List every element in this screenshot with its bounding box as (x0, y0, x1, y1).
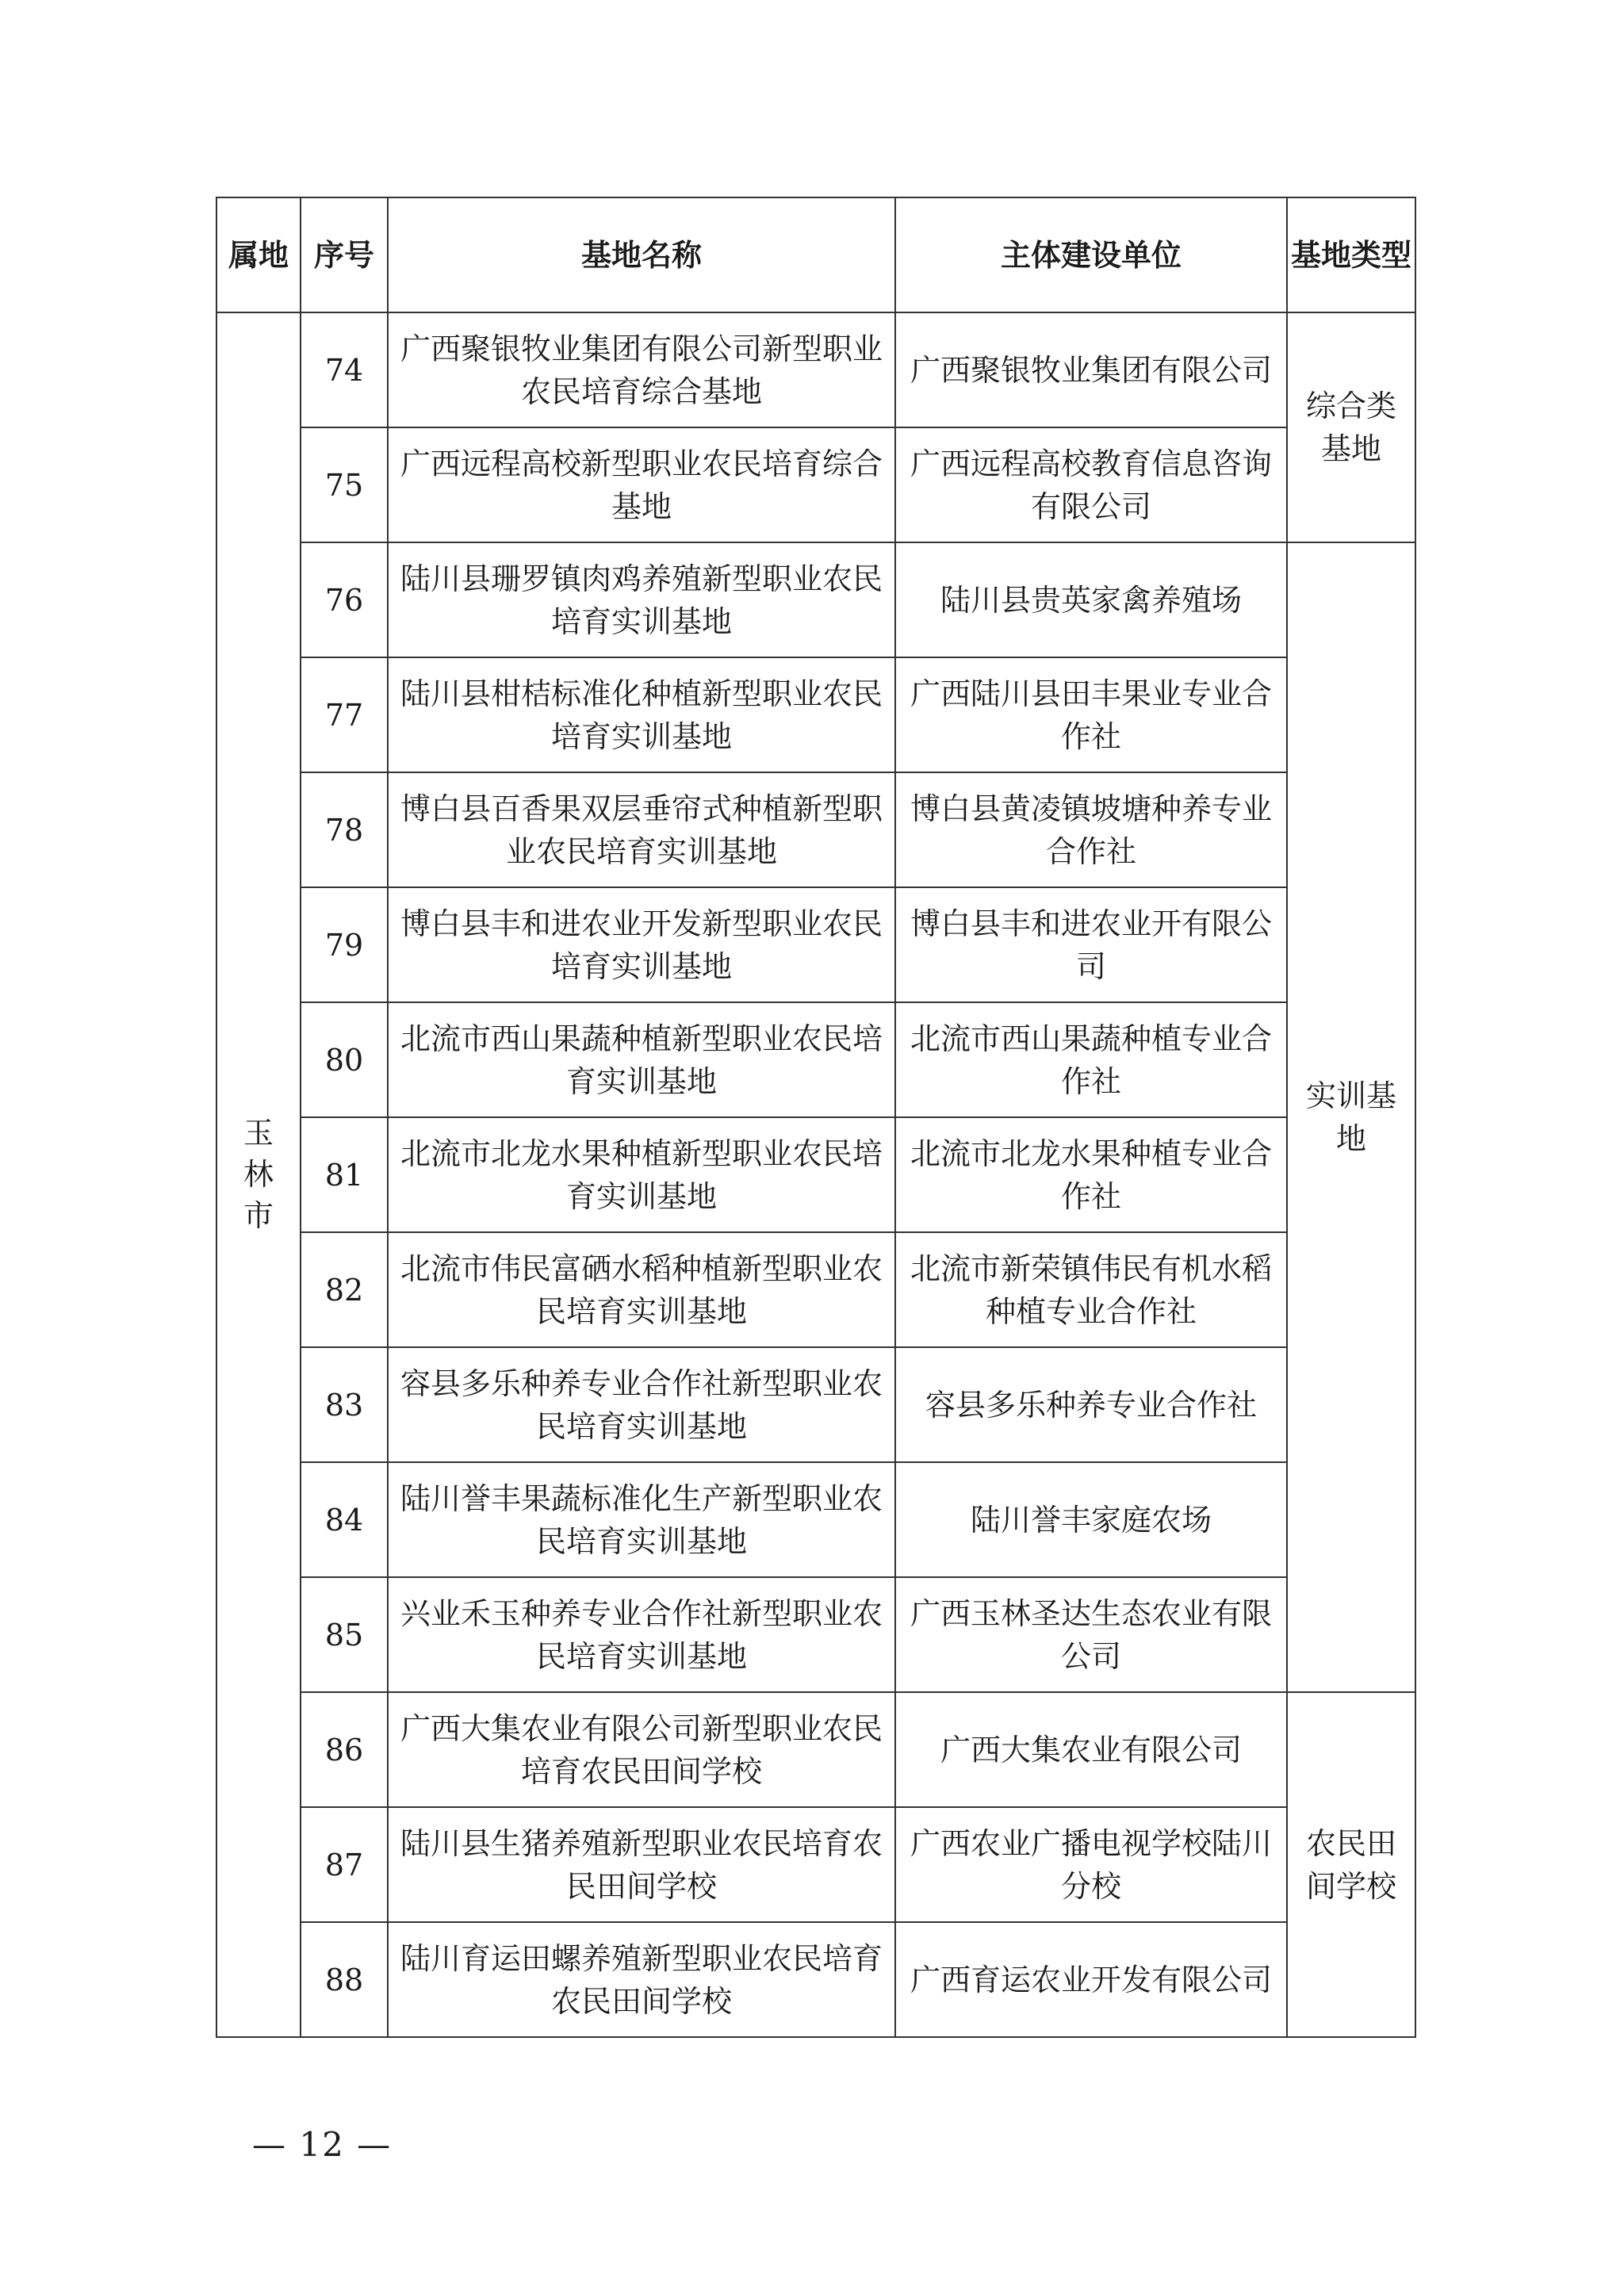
unit-cell: 博白县黄凌镇坡塘种养专业合作社 (895, 772, 1287, 887)
unit-cell: 广西育运农业开发有限公司 (895, 1922, 1287, 2037)
seq-cell: 88 (301, 1922, 388, 2037)
table-row (216, 1232, 1415, 1347)
unit-cell: 容县多乐种养专业合作社 (895, 1347, 1287, 1462)
base-name-cell: 博白县百香果双层垂帘式种植新型职业农民培育实训基地 (388, 772, 895, 887)
base-name-cell: 陆川县柑桔标准化种植新型职业农民培育实训基地 (388, 657, 895, 772)
seq-cell: 86 (301, 1692, 388, 1807)
unit-cell: 陆川县贵英家禽养殖场 (895, 542, 1287, 657)
base-name-cell: 广西远程高校新型职业农民培育综合基地 (388, 427, 895, 542)
base-name-cell: 广西聚银牧业集团有限公司新型职业农民培育综合基地 (388, 312, 895, 427)
base-type-cell: 实训基地 (1287, 542, 1415, 1692)
table-row (216, 1117, 1415, 1232)
table-row (216, 427, 1415, 542)
base-name-cell: 北流市北龙水果种植新型职业农民培育实训基地 (388, 1117, 895, 1232)
table-row (216, 1692, 1415, 1807)
seq-cell: 81 (301, 1117, 388, 1232)
base-name-cell: 陆川誉丰果蔬标准化生产新型职业农民培育实训基地 (388, 1462, 895, 1577)
seq-cell: 80 (301, 1002, 388, 1117)
table-row (216, 1462, 1415, 1577)
header-region: 属地 (216, 197, 301, 312)
unit-cell: 陆川誉丰家庭农场 (895, 1462, 1287, 1577)
unit-cell: 博白县丰和进农业开有限公司 (895, 887, 1287, 1002)
table-row (216, 657, 1415, 772)
seq-cell: 87 (301, 1807, 388, 1922)
base-name-cell: 北流市伟民富硒水稻种植新型职业农民培育实训基地 (388, 1232, 895, 1347)
header-name: 基地名称 (388, 197, 895, 312)
base-name-cell: 陆川县生猪养殖新型职业农民培育农民田间学校 (388, 1807, 895, 1922)
page-number: — 12 — (252, 2125, 393, 2164)
unit-cell: 广西聚银牧业集团有限公司 (895, 312, 1287, 427)
header-seq: 序号 (301, 197, 388, 312)
seq-cell: 76 (301, 542, 388, 657)
table-row (216, 312, 1415, 427)
header-unit: 主体建设单位 (895, 197, 1287, 312)
seq-cell: 78 (301, 772, 388, 887)
unit-cell: 广西农业广播电视学校陆川分校 (895, 1807, 1287, 1922)
unit-cell: 北流市西山果蔬种植专业合作社 (895, 1002, 1287, 1117)
base-type-cell: 综合类基地 (1287, 312, 1415, 542)
table-row (216, 542, 1415, 657)
region-label: 玉林市 (243, 1116, 274, 1233)
base-name-cell: 北流市西山果蔬种植新型职业农民培育实训基地 (388, 1002, 895, 1117)
seq-cell: 83 (301, 1347, 388, 1462)
base-name-cell: 容县多乐种养专业合作社新型职业农民培育实训基地 (388, 1347, 895, 1462)
seq-cell: 82 (301, 1232, 388, 1347)
seq-cell: 75 (301, 427, 388, 542)
seq-cell: 79 (301, 887, 388, 1002)
unit-cell: 广西远程高校教育信息咨询有限公司 (895, 427, 1287, 542)
base-name-cell: 广西大集农业有限公司新型职业农民培育农民田间学校 (388, 1692, 895, 1807)
table-row (216, 772, 1415, 887)
header-type: 基地类型 (1287, 197, 1415, 312)
unit-cell: 广西玉林圣达生态农业有限公司 (895, 1577, 1287, 1692)
base-name-cell: 兴业禾玉种养专业合作社新型职业农民培育实训基地 (388, 1577, 895, 1692)
unit-cell: 广西大集农业有限公司 (895, 1692, 1287, 1807)
table-body (216, 312, 1415, 2037)
seq-cell: 74 (301, 312, 388, 427)
table-row (216, 1347, 1415, 1462)
unit-cell: 北流市新荣镇伟民有机水稻种植专业合作社 (895, 1232, 1287, 1347)
unit-cell: 北流市北龙水果种植专业合作社 (895, 1117, 1287, 1232)
table-header-row (216, 197, 1415, 312)
table-row (216, 887, 1415, 1002)
base-type-cell: 农民田间学校 (1287, 1692, 1415, 2037)
table-row (216, 1922, 1415, 2037)
base-name-cell: 陆川县珊罗镇肉鸡养殖新型职业农民培育实训基地 (388, 542, 895, 657)
unit-cell: 广西陆川县田丰果业专业合作社 (895, 657, 1287, 772)
region-cell (216, 312, 301, 2037)
base-name-cell: 博白县丰和进农业开发新型职业农民培育实训基地 (388, 887, 895, 1002)
table-row (216, 1807, 1415, 1922)
table-row (216, 1577, 1415, 1692)
table-row (216, 1002, 1415, 1117)
seq-cell: 85 (301, 1577, 388, 1692)
seq-cell: 77 (301, 657, 388, 772)
base-name-cell: 陆川育运田螺养殖新型职业农民培育农民田间学校 (388, 1922, 895, 2037)
bases-table (216, 197, 1416, 2038)
seq-cell: 84 (301, 1462, 388, 1577)
